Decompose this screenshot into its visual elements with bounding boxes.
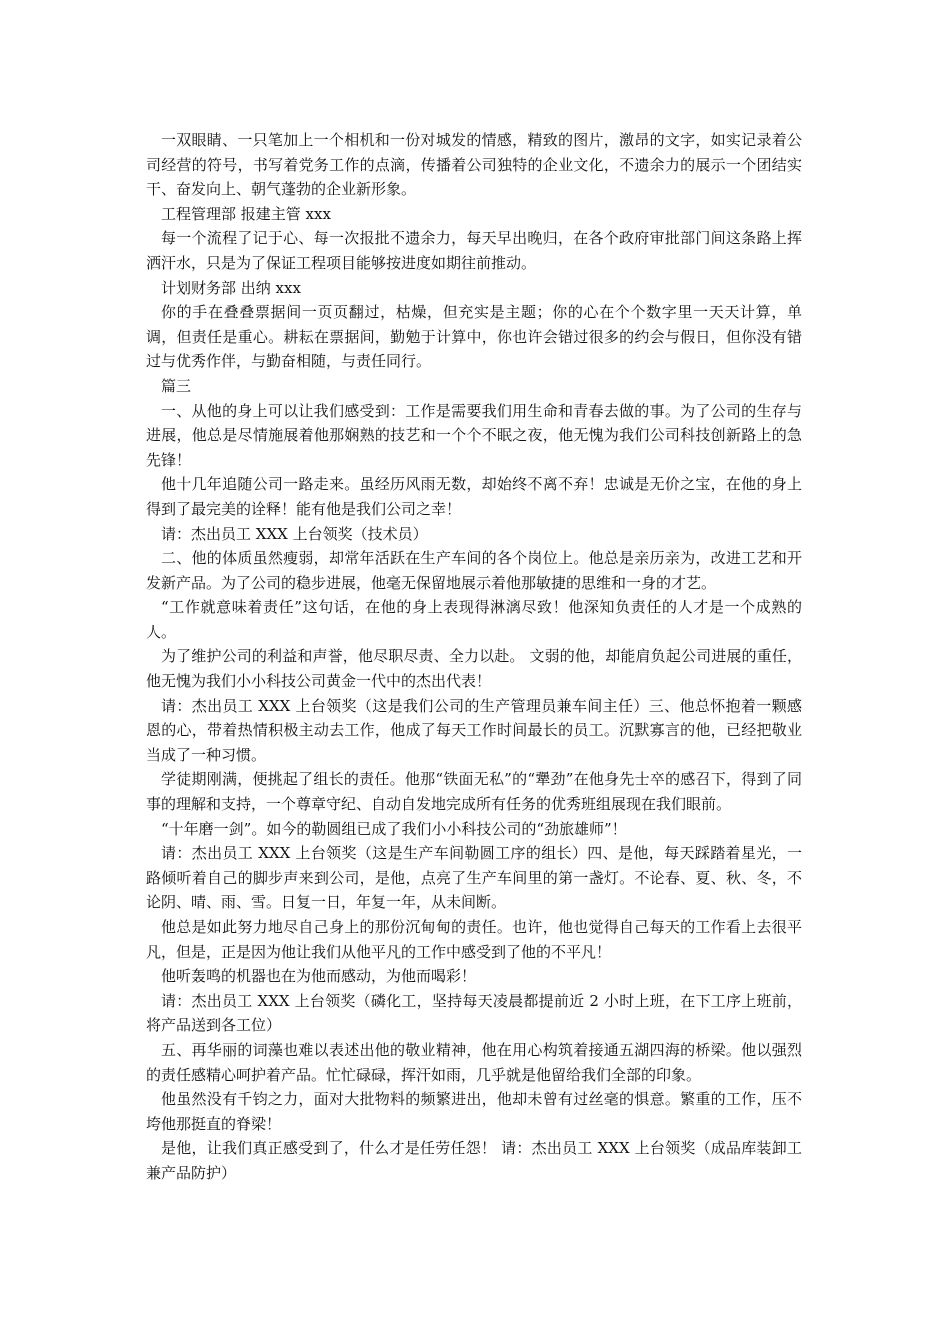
award-invitation: 请：杰出员工 XXX 上台领奖（技术员） <box>161 524 428 543</box>
award-invitation: 是他，让我们真正感受到了，什么才是任劳任怨！ 请：杰出员工 XXX 上台领奖（成品库装卸工兼产品防护） <box>146 1139 802 1182</box>
award-invitation: 请：杰出员工 XXX 上台领奖（磷化工，坚持每天凌晨都提前近 2 小时上班，在下工序上班前，将产品送到各工位） <box>146 991 802 1035</box>
award-invitation: 请：杰出员工 XXX 上台领奖（这是生产车间勒圆工序的组长）四、是他，每天踩踏着星光，一路倾听着自己的脚步声来到公司，是他，点亮了生产车间里的第一盏灯。不论春、夏、秋、冬，不论阴、晴、雨、雪。日复一日，年复一年，从未间断。 <box>146 844 802 912</box>
document-body <box>146 128 802 1186</box>
section-heading: 篇三 <box>161 376 192 395</box>
paragraph-heading-finance: 计划财务部 出纳 xxx <box>161 278 301 297</box>
paragraph: 他总是如此努力地尽自己身上的那份沉甸甸的责任。也许，他也觉得自己每天的工作看上去很平凡，但是，正是因为他让我们从他平凡的工作中感受到了他的不平凡！ <box>146 918 802 961</box>
paragraph-heading-construction: 工程管理部 报建主管 xxx <box>161 204 331 223</box>
paragraph: 学徒期刚满，便挑起了组长的责任。他那“铁面无私”的“犟劲”在他身先士卒的感召下，得到了同事的理解和支持，一个尊章守纪、自动自发地完成所有任务的优秀班组展现在我们眼前。 <box>146 770 802 814</box>
paragraph-construction: 每一个流程了记于心、每一次报批不遗余力，每天早出晚归，在各个政府审批部门间这条路上挥洒汗水，只是为了保证工程项目能够按进度如期往前推动。 <box>146 229 802 272</box>
paragraph-intro: 一双眼睛、一只笔加上一个相机和一份对城发的情感，精致的图片，激昂的文字，如实记录着公司经营的符号，书写着党务工作的点滴，传播着公司独特的企业文化，不遗余力的展示一个团结实干、奋发向上、朝气蓬勃的企业新形象。 <box>146 131 802 199</box>
paragraph-finance: 你的手在叠叠票据间一页页翻过，枯燥，但充实是主题；你的心在个个数字里一天天计算，单调，但责任是重心。耕耘在票据间，勤勉于计算中，你也许会错过很多的约会与假日，但你没有错过与优秀作伴，与勤奋相随，与责任同行。 <box>146 303 802 371</box>
award-invitation: 请：杰出员工 XXX 上台领奖（这是我们公司的生产管理员兼车间主任）三、他总怀抱着一颗感恩的心，带着热情积极主动去工作，他成了每天工作时间最长的员工。沉默寡言的他，已经把敬业当成了一种习惯。 <box>146 696 802 764</box>
paragraph: 五、再华丽的词藻也难以表述出他的敬业精神，他在用心构筑着接通五湖四海的桥梁。他以强烈的责任感精心呵护着产品。忙忙碌碌，挥汗如雨，几乎就是他留给我们全部的印象。 <box>146 1040 802 1084</box>
paragraph: 二、他的体质虽然瘦弱，却常年活跃在生产车间的各个岗位上。他总是亲历亲为，改进工艺和开发新产品。为了公司的稳步进展，他毫无保留地展示着他那敏捷的思维和一身的才艺。 <box>146 549 802 592</box>
paragraph: “工作就意味着责任”这句话，在他的身上表现得淋漓尽致！他深知负责任的人才是一个成熟的人。 <box>146 598 802 641</box>
paragraph: 他十几年追随公司一路走来。虽经历风雨无数，却始终不离不弃！忠诚是无价之宝，在他的身上得到了最完美的诠释！能有他是我们公司之幸！ <box>146 475 802 518</box>
paragraph: 一、从他的身上可以让我们感受到：工作是需要我们用生命和青春去做的事。为了公司的生存与进展，他总是尽情施展着他那娴熟的技艺和一个个不眠之夜，他无愧为我们公司科技创新路上的急先锋！ <box>146 401 802 469</box>
paragraph: 他听轰鸣的机器也在为他而感动，为他而喝彩！ <box>161 967 477 986</box>
paragraph: 为了维护公司的利益和声誉，他尽职尽责、全力以赴。 文弱的他，却能肩负起公司进展的重任，他无愧为我们小小科技公司黄金一代中的杰出代表！ <box>146 647 802 691</box>
paragraph: 他虽然没有千钧之力，面对大批物料的频繁进出，他却未曾有过丝毫的惧意。繁重的工作，压不垮他那挺直的脊梁！ <box>146 1090 802 1133</box>
paragraph: “十年磨一剑”。如今的勒圆组已成了我们小小科技公司的“劲旅雄师”！ <box>161 819 627 838</box>
